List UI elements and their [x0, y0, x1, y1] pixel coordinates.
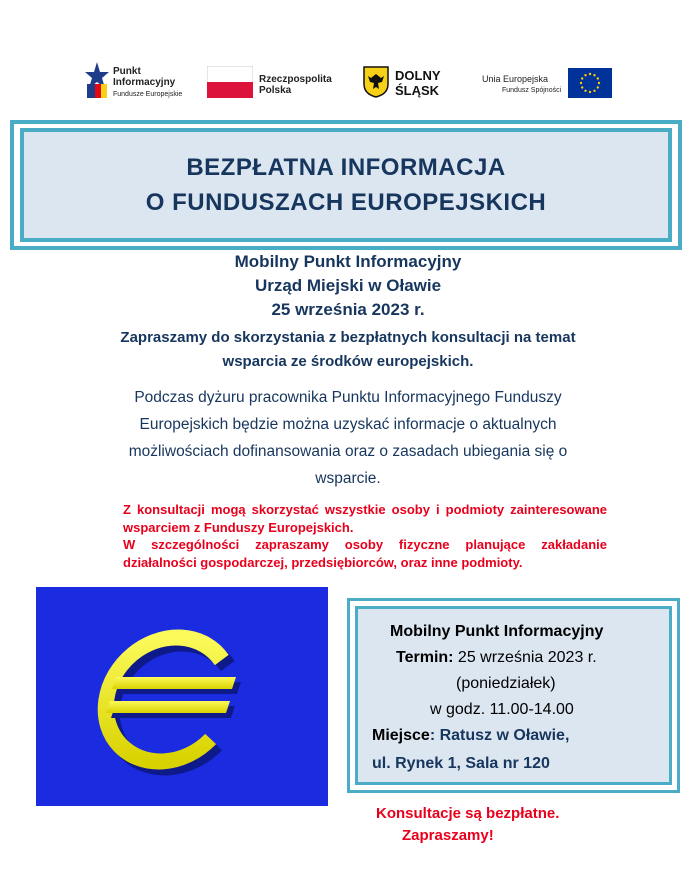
eu-star-icon [580, 82, 582, 84]
eu-star-icon [581, 86, 583, 88]
closing-line-1: Konsultacje są bezpłatne. [376, 805, 560, 822]
info-place-value: : Ratusz w Oławie, [429, 727, 570, 744]
info-box [355, 606, 672, 785]
eu-star-icon [581, 77, 583, 79]
eu-star-icon [597, 77, 599, 79]
fe-logo-line3: Fundusze Europejskie [113, 91, 183, 98]
eu-star-icon [598, 82, 600, 84]
notice-paragraph-1: Z konsultacji mogą skorzystać wszystkie osoby i podmioty zainteresowane wsparciem z Funduszy Europejskich. [123, 502, 607, 535]
rp-logo-line2: Polska [259, 85, 292, 96]
eu-star-icon [593, 90, 595, 92]
invite-line-2: wsparcia ze środków europejskich. [222, 353, 474, 370]
subheader-line-2: Urząd Miejski w Oławie [254, 276, 442, 295]
eu-star-icon [589, 91, 591, 93]
notice-block [123, 501, 607, 571]
title-box [20, 128, 672, 242]
info-term [396, 649, 597, 667]
ds-logo-line2: ŚLĄSK [395, 83, 440, 98]
ue-logo-line2: Fundusz Spójności [502, 87, 562, 94]
eu-star-icon [593, 74, 595, 76]
eu-star-icon [584, 74, 586, 76]
eu-star-icon [584, 90, 586, 92]
subheader-date: 25 września 2023 r. [271, 300, 425, 319]
closing-line-2: Zapraszamy! [402, 827, 494, 844]
euro-symbol-image [36, 587, 328, 806]
info-term-value: 25 września 2023 r. [453, 649, 597, 666]
ds-logo-line1: DOLNY [395, 68, 441, 83]
logo-unia-europejska [482, 66, 612, 100]
polish-flag-icon [207, 66, 253, 98]
info-weekday: (poniedziałek) [456, 675, 556, 692]
info-place [372, 727, 569, 745]
rp-logo-line1: Rzeczpospolita [259, 74, 332, 85]
info-term-label: Termin: [396, 649, 454, 666]
title-line-1: BEZPŁATNA INFORMACJA [186, 154, 506, 181]
info-address: ul. Rynek 1, Sala nr 120 [372, 755, 550, 772]
description-line-2: Europejskich będzie można uzyskać informacje o aktualnych [139, 416, 557, 433]
info-heading: Mobilny Punkt Informacyjny [390, 623, 604, 640]
subheader-line-1: Mobilny Punkt Informacyjny [234, 252, 462, 271]
eu-star-icon [597, 86, 599, 88]
logo-fundusze-europejskie [85, 60, 185, 105]
logo-rzeczpospolita-polska [207, 66, 347, 100]
eagle-shield-icon [363, 66, 389, 98]
description-line-1: Podczas dyżuru pracownika Punktu Informacyjnego Funduszy [134, 389, 562, 406]
fe-logo-line1: Punkt [113, 66, 141, 77]
info-place-label: Miejsce [372, 727, 430, 744]
fe-star-icon [85, 62, 109, 100]
title-line-2: O FUNDUSZACH EUROPEJSKICH [145, 189, 547, 216]
info-hours: w godz. 11.00-14.00 [430, 701, 574, 718]
ue-logo-line1: Unia Europejska [482, 74, 549, 84]
fe-logo-line2: Informacyjny [113, 77, 176, 88]
invite-line-1: Zapraszamy do skorzystania z bezpłatnych konsultacji na temat [120, 329, 576, 346]
logo-dolny-slask [363, 66, 463, 100]
euro-icon [36, 587, 328, 806]
description-line-4: wsparcie. [315, 470, 381, 487]
eu-flag-icon [568, 68, 612, 98]
description-line-3: możliwościach dofinansowania oraz o zasadach ubiegania się o [128, 443, 568, 460]
notice-paragraph-2: W szczególności zapraszamy osoby fizyczne planujące zakładanie działalności gospodarczej, przedsiębiorców, oraz inne podmioty. [123, 537, 607, 570]
eu-star-icon [589, 73, 591, 75]
